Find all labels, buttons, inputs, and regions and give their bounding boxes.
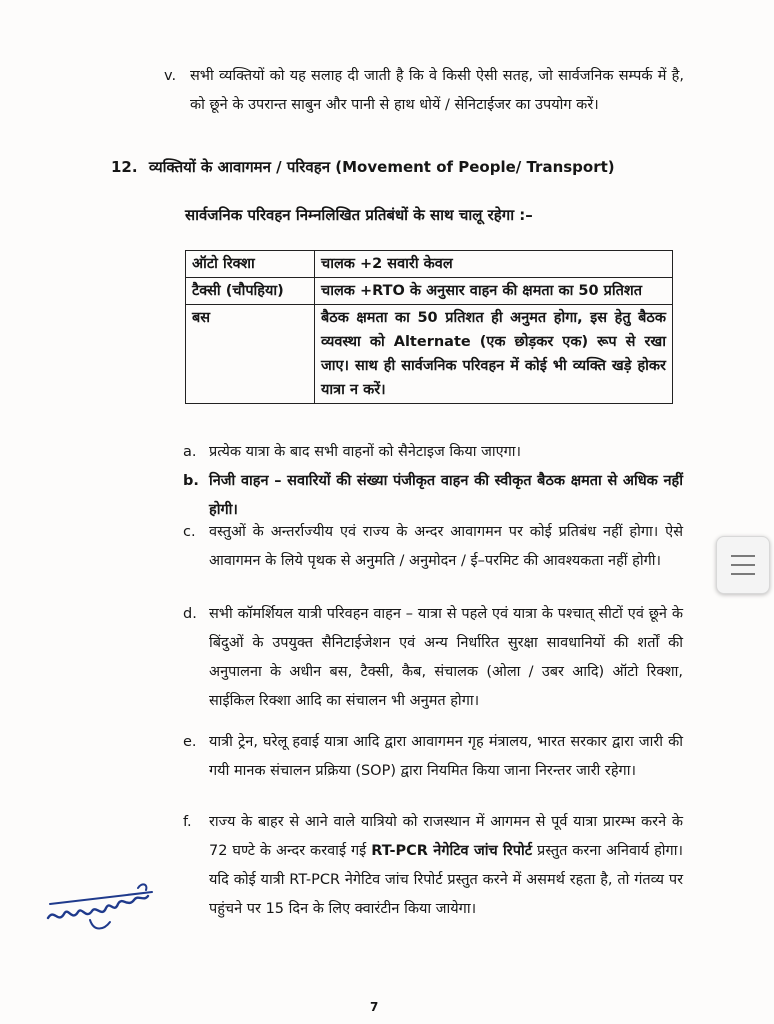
point-text: वस्तुओं के अन्तर्राज्यीय एवं राज्य के अन्दर आवागमन पर कोई प्रतिबंध नहीं होगा। ऐसे आवागमन के लिये पृथक से अनुमति / अनुमोदन / ई–परमिट की आवश्यकता नहीं होगी। [209,524,683,569]
vehicle-cell: टैक्सी (चौपहिया) [186,278,315,305]
point-text: यात्री ट्रेन, घरेलू हवाई यात्रा आदि द्वारा आवागमन गृह मंत्रालय, भारत सरकार द्वारा जारी की गयी मानक संचालन प्रक्रिया (SOP) द्वारा नियमित किया जाना निरन्तर जारी रहेगा। [209,734,683,779]
point-text-part: प्रस्तुत करना अनिवार्य होगा। यदि कोई यात्री RT-PCR नेगेटिव जांच रिपोर्ट प्रस्तुत करने में असमर्थ रहता है, तो गंतव्य पर पहुंचने पर 15 दिन के लिए क्वारंटीन किया जायेगा। [209,843,683,917]
section-heading [111,157,671,177]
hamburger-menu-icon [731,573,755,575]
point-text: प्रत्येक यात्रा के बाद सभी वाहनों को सैनेटाइज किया जाएगा। [209,444,522,460]
section-number: 12. [111,158,138,176]
hamburger-menu-icon [731,564,755,566]
point-e [183,728,683,786]
item-marker: v. [164,68,177,84]
item-v [164,62,684,120]
rule-cell: बैठक क्षमता का 50 प्रतिशत ही अनुमत होगा, इस हेतु बैठक व्यवस्था को Alternate (एक छोड़कर एक) रूप से रखा जाए। साथ ही सार्वजनिक परिवहन में कोई भी व्यक्ति खड़े होकर यात्रा न करें। [315,305,673,404]
point-a [183,438,683,467]
point-text [183,808,683,924]
point-b [183,467,683,525]
rule-cell: चालक +RTO के अनुसार वाहन की क्षमता का 50 प्रतिशत [315,278,673,305]
point-f [183,808,683,924]
hamburger-menu-icon [731,555,755,557]
vehicle-cell: बस [186,305,315,404]
vehicle-cell: ऑटो रिक्शा [186,251,315,278]
side-menu-button[interactable] [716,536,770,594]
signature [44,878,174,938]
rtpcr-report-text: RT-PCR नेगेटिव जांच रिपोर्ट [371,843,533,859]
rule-cell: चालक +2 सवारी केवल [315,251,673,278]
table-row [186,251,673,278]
page-number: 7 [370,1000,379,1014]
section-title: व्यक्तियों के आवागमन / परिवहन (Movement of People/ Transport) [148,158,615,176]
point-marker: e. [183,734,197,750]
point-marker: a. [183,444,197,460]
point-text: निजी वाहन – सवारियों की संख्या पंजीकृत वाहन की स्वीकृत बैठक क्षमता से अधिक नहीं होगी। [209,473,683,518]
point-marker: b. [183,473,199,489]
item-text: सभी व्यक्तियों को यह सलाह दी जाती है कि वे किसी ऐसी सतह, जो सार्वजनिक सम्पर्क में है, को छूने के उपरान्त साबुन और पानी से हाथ धोयें / सेनिटाईजर का उपयोग करें। [190,68,684,113]
section-intro: सार्वजनिक परिवहन निम्नलिखित प्रतिबंधों के साथ चालू रहेगा :– [185,206,533,224]
point-text-part: राज्य के बाहर से आने वाले यात्रियो को राजस्थान में आगमन से पूर्व यात्रा प्रारम्भ करने के 72 घण्टे के अन्दर करवाई गई [209,814,683,859]
transport-restriction-table [185,250,673,404]
point-marker: f. [183,814,192,830]
point-marker: c. [183,524,196,540]
table-row [186,305,673,404]
point-d [183,600,683,716]
point-marker: d. [183,606,197,622]
point-c [183,518,683,576]
point-text: सभी कॉमर्शियल यात्री परिवहन वाहन – यात्रा से पहले एवं यात्रा के पश्चात् सीटों एवं छूने के बिंदुओं के उपयुक्त सैनिटाईजेशन एवं अन्य निर्धारित सुरक्षा सावधानियों की शर्तों की अनुपालना के अधीन बस, टैक्सी, कैब, संचालक (ओला / उबर आदि) ऑटो रिक्शा, साईकिल रिक्शा आदि का संचालन भी अनुमत होगा। [209,606,683,709]
table-row [186,278,673,305]
